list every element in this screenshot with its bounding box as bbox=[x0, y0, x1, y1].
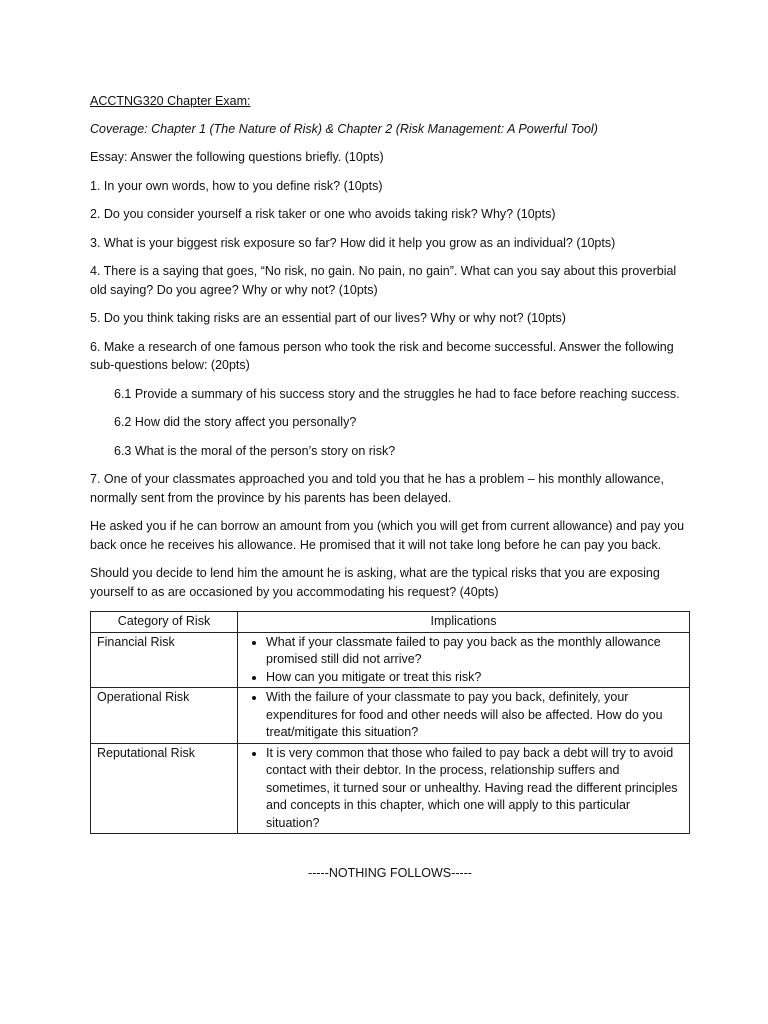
risk-category: Operational Risk bbox=[91, 688, 238, 744]
question-5: 5. Do you think taking risks are an essential part of our lives? Why or why not? (10pts) bbox=[90, 311, 566, 325]
risk-implications bbox=[238, 688, 690, 744]
risk-category: Financial Risk bbox=[91, 632, 238, 688]
sub-question-6-1: 6.1 Provide a summary of his success story and the struggles he had to face before reaching success. bbox=[114, 386, 680, 401]
implication-item: • It is very common that those who failed to pay back a debt will try to avoid contact with their debtor. In the process, relationship suffers and sometimes, it turned sour or unhealthy. Having read the different principles and concepts in this chapter, which one will apply to this particular situation? bbox=[266, 745, 683, 833]
question-2: 2. Do you consider yourself a risk taker or one who avoids taking risk? Why? (10pts) bbox=[90, 207, 556, 221]
nothing-follows-footer: -----NOTHING FOLLOWS----- bbox=[308, 866, 472, 880]
risk-table bbox=[90, 611, 690, 834]
implication-list bbox=[244, 634, 683, 687]
risk-implications bbox=[238, 632, 690, 688]
table-row bbox=[91, 688, 690, 744]
risk-implications bbox=[238, 743, 690, 834]
header-implications: Implications bbox=[238, 612, 690, 633]
implication-item: • What if your classmate failed to pay you back as the monthly allowance promised still did not arrive? bbox=[266, 634, 683, 669]
risk-category: Reputational Risk bbox=[91, 743, 238, 834]
exam-document bbox=[90, 92, 690, 883]
implication-list bbox=[244, 689, 683, 742]
risk-table-header-row bbox=[91, 612, 690, 633]
question-3: 3. What is your biggest risk exposure so far? How did it help you grow as an individual? (10pts) bbox=[90, 235, 616, 250]
implication-item: • With the failure of your classmate to pay you back, definitely, your expenditures for food and other needs will also be affected. How do you treat/mitigate this situation? bbox=[266, 689, 683, 742]
question-7-intro: 7. One of your classmates approached you and told you that he has a problem – his monthly allowance, normally sent from the province by his parents has been delayed. bbox=[90, 472, 664, 505]
exam-title: ACCTNG320 Chapter Exam: bbox=[90, 94, 251, 108]
question-7-prompt: Should you decide to lend him the amount he is asking, what are the typical risks that you are exposing yourself to as are occasioned by you accommodating his request? (40pts) bbox=[90, 566, 660, 599]
coverage-line: Coverage: Chapter 1 (The Nature of Risk) & Chapter 2 (Risk Management: A Powerful Tool) bbox=[90, 121, 598, 136]
table-row bbox=[91, 743, 690, 834]
implication-item: • How can you mitigate or treat this risk? bbox=[266, 669, 683, 687]
implication-list bbox=[244, 745, 683, 833]
question-1: 1. In your own words, how to you define risk? (10pts) bbox=[90, 178, 383, 193]
sub-question-6-2: 6.2 How did the story affect you personally? bbox=[114, 415, 357, 429]
essay-instruction: Essay: Answer the following questions briefly. (10pts) bbox=[90, 150, 384, 164]
header-category: Category of Risk bbox=[91, 612, 238, 633]
table-row bbox=[91, 632, 690, 688]
question-6: 6. Make a research of one famous person who took the risk and become successful. Answer the following sub-questions below: (20pts) bbox=[90, 339, 674, 372]
question-4: 4. There is a saying that goes, “No risk, no gain. No pain, no gain”. What can you say about this proverbial old saying? Do you agree? Why or why not? (10pts) bbox=[90, 264, 677, 297]
sub-question-6-3: 6.3 What is the moral of the person’s story on risk? bbox=[114, 443, 396, 458]
question-7-scenario: He asked you if he can borrow an amount from you (which you will get from current allowance) and pay you back once he receives his allowance. He promised that it will not take long before he can pay you back. bbox=[90, 519, 685, 552]
